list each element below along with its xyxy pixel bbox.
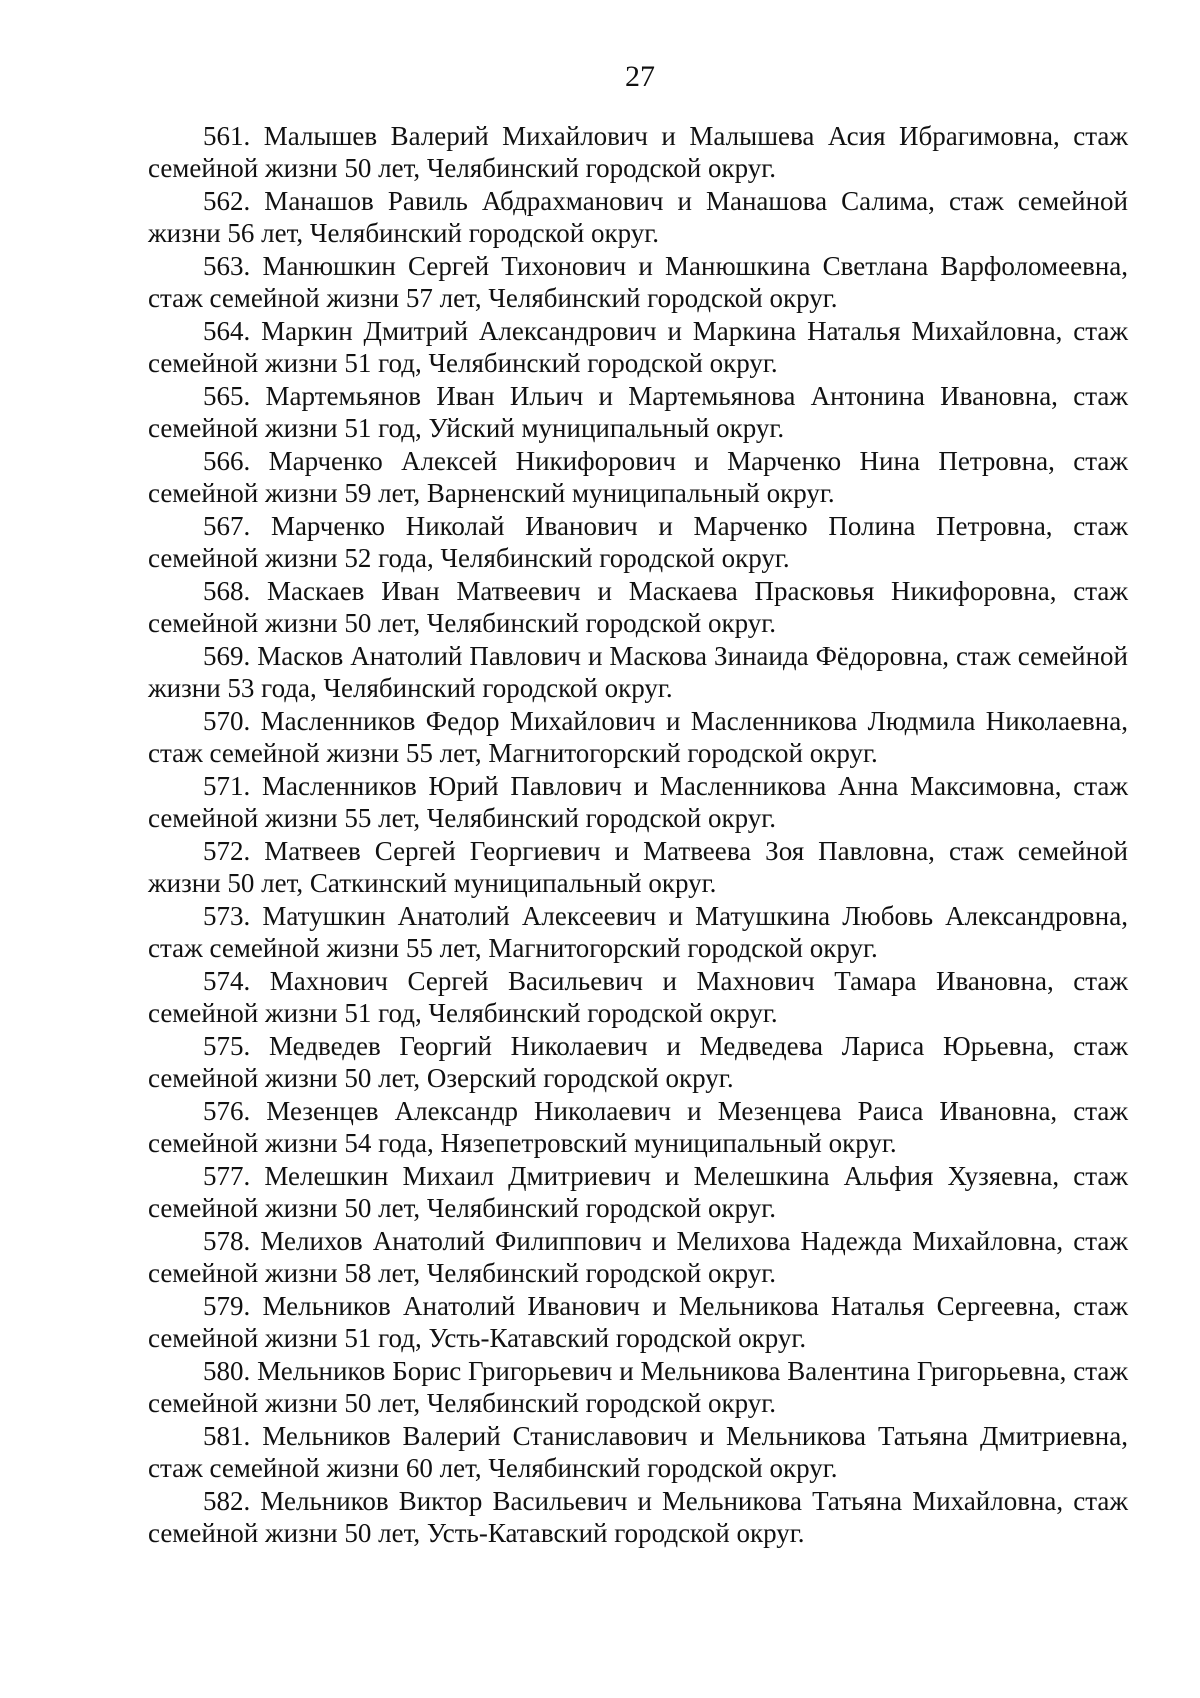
list-item: 566. Марченко Алексей Никифорович и Марченко Нина Петровна, стаж семейной жизни 59 лет, Варненский муниципальный округ.: [148, 446, 1128, 508]
list-item: 575. Медведев Георгий Николаевич и Медведева Лариса Юрьевна, стаж семейной жизни 50 лет, Озерский городской округ.: [148, 1031, 1128, 1093]
list-item: 571. Масленников Юрий Павлович и Масленникова Анна Максимовна, стаж семейной жизни 55 лет, Челябинский городской округ.: [148, 771, 1128, 833]
list-item: 570. Масленников Федор Михайлович и Масленникова Людмила Николаевна, стаж семейной жизни 55 лет, Магнитогорский городской округ.: [148, 706, 1128, 768]
list-item: 573. Матушкин Анатолий Алексеевич и Матушкина Любовь Александровна, стаж семейной жизни 55 лет, Магнитогорский городской округ.: [148, 901, 1128, 963]
list-item: 577. Мелешкин Михаил Дмитриевич и Мелешкина Альфия Хузяевна, стаж семейной жизни 50 лет, Челябинский городской округ.: [148, 1161, 1128, 1223]
list-item: 565. Мартемьянов Иван Ильич и Мартемьянова Антонина Ивановна, стаж семейной жизни 51 год, Уйский муниципальный округ.: [148, 381, 1128, 443]
list-item: 569. Масков Анатолий Павлович и Маскова Зинаида Фёдоровна, стаж семейной жизни 53 года, Челябинский городской округ.: [148, 641, 1128, 703]
list-item: 563. Манюшкин Сергей Тихонович и Манюшкина Светлана Варфоломеевна, стаж семейной жизни 57 лет, Челябинский городской округ.: [148, 251, 1128, 313]
list-item: 578. Мелихов Анатолий Филиппович и Мелихова Надежда Михайловна, стаж семейной жизни 58 лет, Челябинский городской округ.: [148, 1226, 1128, 1288]
list-item: 582. Мельников Виктор Васильевич и Мельникова Татьяна Михайловна, стаж семейной жизни 50 лет, Усть-Катавский городской округ.: [148, 1486, 1128, 1548]
list-item: 567. Марченко Николай Иванович и Марченко Полина Петровна, стаж семейной жизни 52 года, Челябинский городской округ.: [148, 511, 1128, 573]
list-item: 561. Малышев Валерий Михайлович и Малышева Асия Ибрагимовна, стаж семейной жизни 50 лет, Челябинский городской округ.: [148, 121, 1128, 183]
list-item: 568. Маскаев Иван Матвеевич и Маскаева Прасковья Никифоровна, стаж семейной жизни 50 лет, Челябинский городской округ.: [148, 576, 1128, 638]
list-item: 564. Маркин Дмитрий Александрович и Маркина Наталья Михайловна, стаж семейной жизни 51 год, Челябинский городской округ.: [148, 316, 1128, 378]
list-item: 580. Мельников Борис Григорьевич и Мельникова Валентина Григорьевна, стаж семейной жизни 50 лет, Челябинский городской округ.: [148, 1356, 1128, 1418]
list-item: 579. Мельников Анатолий Иванович и Мельникова Наталья Сергеевна, стаж семейной жизни 51 год, Усть-Катавский городской округ.: [148, 1291, 1128, 1353]
list-item: 576. Мезенцев Александр Николаевич и Мезенцева Раиса Ивановна, стаж семейной жизни 54 года, Нязепетровский муниципальный округ.: [148, 1096, 1128, 1158]
page-number: 27: [625, 60, 655, 93]
document-body: [148, 120, 1128, 1550]
list-item: 572. Матвеев Сергей Георгиевич и Матвеева Зоя Павловна, стаж семейной жизни 50 лет, Саткинский муниципальный округ.: [148, 836, 1128, 898]
list-item: 581. Мельников Валерий Станиславович и Мельникова Татьяна Дмитриевна, стаж семейной жизни 60 лет, Челябинский городской округ.: [148, 1421, 1128, 1483]
list-item: 574. Махнович Сергей Васильевич и Махнович Тамара Ивановна, стаж семейной жизни 51 год, Челябинский городской округ.: [148, 966, 1128, 1028]
list-item: 562. Манашов Равиль Абдрахманович и Манашова Салима, стаж семейной жизни 56 лет, Челябинский городской округ.: [148, 186, 1128, 248]
